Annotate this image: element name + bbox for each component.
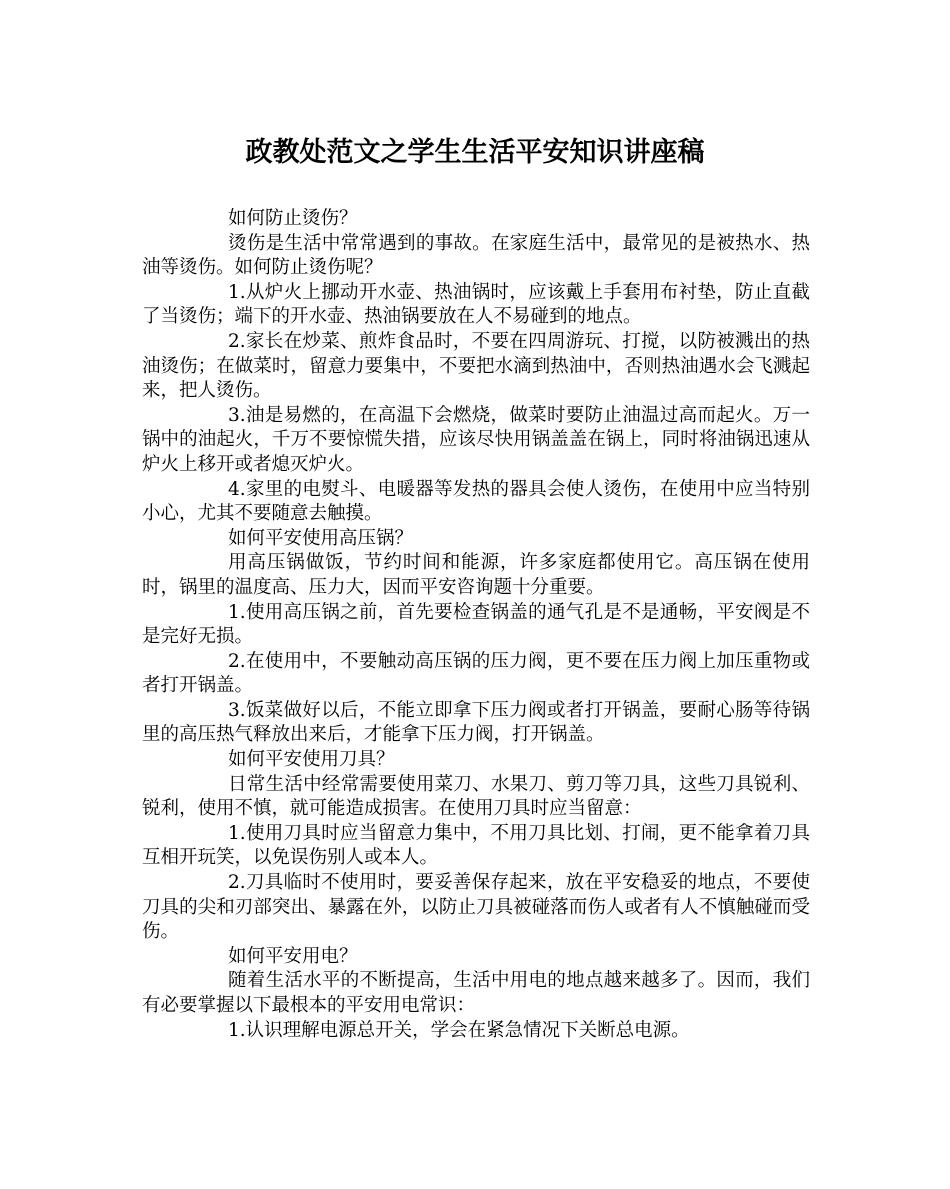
section-heading: 如何防止烫伤？ (228, 208, 358, 229)
list-item: 1.认识理解电源总开关，学会在紧急情况下关断总电源。 (228, 1019, 690, 1041)
list-item: 3.油是易燃的，在高温下会燃烧，做菜时要防止油温过高而起火。万一锅中的油起火，千万不要惊慌失措，应该尽快用锅盖盖在锅上，同时将油锅迅速从炉火上移开或者熄灭炉火。 (142, 404, 810, 475)
list-item: 2.刀具临时不使用时，要妥善保存起来，放在平安稳妥的地点，不要使刀具的尖和刃部突出、暴露在外，以防止刀具被碰落而伤人或者有人不慎触碰而受伤。 (142, 872, 810, 943)
paragraph: 随着生活水平的不断提高，生活中用电的地点越来越多了。因而，我们有必要掌握以下最根本的平安用电常识： (142, 970, 810, 1016)
paragraph: 烫伤是生活中常常遇到的事故。在家庭生活中，最常见的是被热水、热油等烫伤。如何防止烫伤呢？ (142, 232, 810, 279)
section-heading: 如何平安使用刀具？ (228, 749, 395, 771)
list-item: 4.家里的电熨斗、电暖器等发热的器具会使人烫伤，在使用中应当特别小心，尤其不要随意去触摸。 (142, 478, 810, 525)
list-item: 1.使用高压锅之前，首先要检查锅盖的通气孔是不是通畅，平安阀是不是完好无损。 (142, 601, 810, 648)
section-heading: 如何平安使用高压锅？ (228, 527, 414, 549)
document-body (142, 207, 810, 1043)
list-item: 3.饭菜做好以后，不能立即拿下压力阀或者打开锅盖，要耐心肠等待锅里的高压热气释放出来后，才能拿下压力阀，打开锅盖。 (142, 699, 810, 746)
list-item: 1.使用刀具时应当留意力集中，不用刀具比划、打闹，更不能拿着刀具互相开玩笑，以免误伤别人或本人。 (142, 822, 810, 869)
paragraph: 日常生活中经常需要使用菜刀、水果刀、剪刀等刀具，这些刀具锐利、锐利，使用不慎，就可能造成损害。在使用刀具时应当留意： (142, 773, 810, 820)
document-title: 政教处范文之学生生活平安知识讲座稿 (245, 137, 705, 168)
list-item: 2.在使用中，不要触动高压锅的压力阀，更不要在压力阀上加压重物或者打开锅盖。 (142, 650, 810, 697)
paragraph: 用高压锅做饭，节约时间和能源，许多家庭都使用它。高压锅在使用时，锅里的温度高、压力大，因而平安咨询题十分重要。 (142, 552, 810, 598)
list-item: 2.家长在炒菜、煎炸食品时，不要在四周游玩、打搅，以防被溅出的热油烫伤；在做菜时，留意力要集中，不要把水滴到热油中，否则热油遇水会飞溅起来，把人烫伤。 (142, 330, 810, 402)
section-heading: 如何平安用电？ (228, 945, 358, 967)
list-item: 1.从炉火上挪动开水壶、热油锅时，应该戴上手套用布衬垫，防止直截了当烫伤；端下的开水壶、热油锅要放在人不易碰到的地点。 (142, 281, 810, 328)
